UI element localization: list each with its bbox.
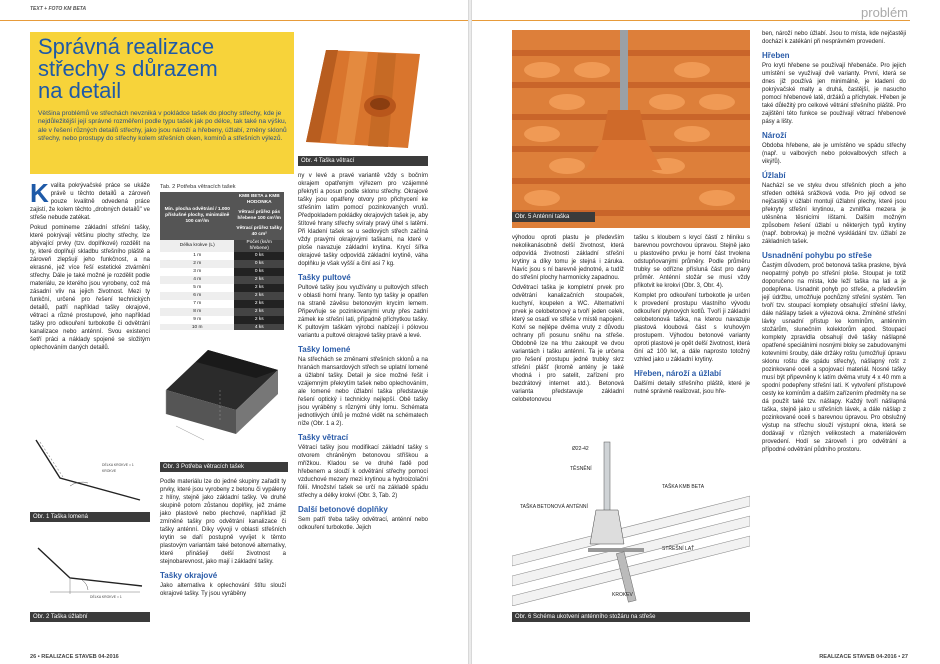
heading-vetraci: Tašky větrací [298, 433, 349, 442]
valley-tile-diagram [30, 528, 150, 608]
table-header-4: Větrací průřez tašky 40 cm² [234, 224, 284, 240]
label-length: DÉLKA KROKVE = 1 [102, 463, 134, 467]
cell-a: 1 m [193, 253, 202, 258]
table-header-2: KMB BETA a KMB HODONKA [234, 192, 284, 208]
vent-table-grid [160, 192, 284, 332]
right-page [472, 0, 940, 664]
caption-obr5: Obr. 5 Anténní taška [512, 212, 595, 222]
col6-para-3: Obdoba hřebene, ale je umístěno ve spádu střechy (např. u valbových nebo polovalbových střech a vikýřů). [762, 143, 906, 165]
cell-a: 4 m [160, 276, 234, 284]
column-3 [298, 172, 428, 632]
cell-b: 2 ks [234, 300, 284, 308]
cell-a: 7 m [193, 301, 202, 306]
footer-right: REALIZACE STAVEB 04-2016 • 27 [819, 654, 908, 660]
col3-para-1: ny v levé a pravé variantě vždy s bočním okrajem opatřeným výřezem pro vzájemné překrytí a posun podle sklonu střechy. Okrajové tašky jsou opatřeny otvory pro přichycení ke střešním latím pomocí pozinkovaných vrutů. Předpokladem pokládky okrajových tašek je, aby štítové hrany střechy svíraly pravý úhel s latěmi. Při kladení tašek se u sedlových střech začíná vždy pravými okrajovými taškami, na které v ploše navazuje základní krytina. Krycí šířka okrajové tašky odpovídá základní krytině, váha doplňku je však vyšší a činí asi 7 kg. [298, 173, 428, 267]
footer-left: 26 • REALIZACE STAVEB 04-2016 [30, 654, 119, 660]
label-stresni-lat: STŘEŠNÍ LAŤ [662, 546, 695, 552]
caption-obr1: Obr. 1 Taška lomená [30, 512, 150, 522]
caption-obr6: Obr. 6 Schéma ukotvení anténního stožáru na střeše [512, 612, 750, 622]
cell-a: 5 m [193, 285, 202, 290]
hero-box [30, 32, 294, 174]
table-row [160, 300, 284, 308]
col6-para-1: ben, nároží nebo úžlabí. Jsou to místa, kde nejčastěji dochází k zatékání při nesprávném provedení. [762, 31, 906, 45]
label-taska-kmb: TAŠKA KMB BETA [662, 484, 705, 490]
cell-b: 4 ks [234, 324, 284, 332]
roof-3d-diagram [160, 330, 288, 460]
left-page [0, 0, 468, 664]
cell-a: 2 m [160, 260, 234, 268]
heading-lomene: Tašky lomené [298, 345, 351, 354]
heading-okrajove: Tašky okrajové [160, 571, 218, 580]
cell-b: 2 ks [234, 292, 284, 300]
column-2 [160, 478, 286, 628]
label-diameter: Ø22-42 [572, 446, 589, 452]
heading-hreben: Hřeben [762, 51, 790, 60]
vent-table [160, 184, 284, 332]
table-header-1: Min. plocha odvětrání / 1.000 příslušné plochy, minimálně 100 cm²/m [160, 192, 234, 240]
col5-para-1: tašku s kloubem s krycí částí z hliníku s barevnou povrchovou úpravou. Stejně jako u plastového prvku je horní část trvolena odstupňovanými průměry. Podle průměru trubky se odřízne přísluná část pro daný průměr. Anténní stožár se musí vždy přikotvit ke krokvi (Obr. 3, Obr. 4). [634, 235, 750, 289]
cell-b: 2 ks [234, 284, 284, 292]
cell-a: 8 m [160, 308, 234, 316]
cell-a: 10 m [160, 324, 234, 332]
bent-tile-diagram [30, 428, 150, 510]
cell-b: 0 ks [234, 260, 284, 268]
header-rule [0, 20, 468, 21]
diagram-obr6 [512, 436, 750, 606]
cell-b: 2 ks [234, 276, 284, 284]
label-tesneni: TĚSNĚNÍ [570, 466, 592, 472]
cell-b: 0 ks [234, 252, 284, 260]
table-row [160, 316, 284, 324]
diagram-obr1 [30, 428, 150, 510]
table-row [160, 292, 284, 300]
antenna-mount-schematic [512, 436, 750, 606]
caption-obr2: Obr. 2 Taška úžlabní [30, 612, 150, 622]
col6-para-4: Nachází se ve styku dvou střešních ploch a jeho středen odtéká srážková voda. Pro její odvod se nejčastěji v úžlabí montují úžlabní plechy, které jsou překryty střešní krytinou, a zvnitřka mezera je utěsněna těsnicími lištami. Dalším možným způsobem řešení úžlabí u některých typů krytiny (např. bobrovka) je možné vyskládání tzv. úžlabí ze základních tašek. [762, 183, 906, 245]
col3-para-4: Větrací tašky jsou modifikací základní tašky s otvorem chráněným betonovou stříškou a mřížkou. Kladou se ve druhé řadě pod hřebenem a slouží k odvětrání střechy pomocí vzduchové mezery mezi krytinou a hydroizolační fólií. Množství tašek se určí na základě spádu střechy a délky krokví (Obr. 3, Tab. 2) [298, 445, 428, 499]
table-row [160, 268, 284, 276]
vent-tile-image [298, 32, 428, 154]
col5-para-3: Dalšími detaily střešního pláště, které je nutné správně realizovat, jsou hře- [634, 381, 750, 395]
antenna-tile-image [512, 30, 750, 228]
drop-cap: K [30, 178, 49, 208]
col1-para-1: valita pokrývačské práce se ukáže právě u těchto detailů a zároveň pouze kvalitně odvedená práce zajistí, že kolem těchto „drobných detailů" ve střeše nebude zatékat. [30, 183, 150, 221]
col3-para-5: Sem patří třeba tašky odvětrací, anténní nebo odkouření turbokotle. Jejich [298, 517, 428, 531]
table-row [160, 260, 284, 268]
label-krokev: KROKEV [612, 592, 633, 598]
col4-para-1: výhodou oproti plastu je především nekolikanásobně delší životnost, která odpovídá životnosti základní střešní krytiny a díky tomu je stejná i záruka. Navíc jsou s ní barevně jednotné, a tudíž do střešní plochy harmonicky zapadnou. [512, 235, 624, 281]
photo-vent-tile [298, 32, 428, 154]
article-lead: Většina problémů ve střechách nevzniká v pokládce tašek do plochy střechy, kde je nejdůležitější její správné rozměření podle typu tašek jak po délce, tak také na výšku, ale v řešení různých detailů střechy, jako jsou nároží a hřebeny, úžlabí, změny sklonů střechy, nebo prostupy do střechy kolem střešních oken, komínů a střešních výlezů. [38, 110, 287, 143]
table-row [160, 276, 284, 284]
heading-uzlabi: Úžlabí [762, 171, 786, 180]
col4-para-2: Odvětrací taška je kompletní prvek pro odvětrání kanalizačních stoupaček, kuchyní, koupelen a WC. Alternativní prvek je celobetonový a tvoří jeden celek, který se osadí ve střeše v místě napojení. Kotví se nejlépe dvěma vruty z důvodu ochrany při posunu sněhu na střeše. Obdobně lze na trhu zakoupit ve dvou variantách i tašku anténní. Ta je určena pro řešení prostupu jedné trubky skrz střešní plášť (kromě antény je také vhodná i pro satelit, zařízení pro bezdrátový internet atd.). Betonová varianta představuje základní celobetonovou [512, 285, 624, 403]
table-col-a: Délka krokve (L) [160, 240, 234, 252]
label-length-2: DÉLKA KROKVE = 1 [90, 595, 122, 599]
col5-para-2: Komplet pro odkouření turbokotle je určen k provedení prostupu vlastního vývodu odkouření plynových kotlů. Tvoří ji základní celobetonová taška, na kterou navazuje plastová kloubová část s kruhovým prostupem. Výhodou betonové varianty oproti plastové je opět delší životnost, která činí až 100 let, a dále naprosto totožný vzhled jako u základní krytiny. [634, 293, 750, 363]
cell-a: 9 m [193, 317, 202, 322]
table-row [160, 284, 284, 292]
caption-obr3: Obr. 3 Potřeba větracích tašek [160, 462, 288, 472]
header-rule-right [472, 20, 910, 21]
photo-antenna-tile [512, 30, 750, 228]
table-row [160, 252, 284, 260]
article-title: Správná realizace střechy s důrazem na detail [38, 34, 218, 103]
label-krokve: KROKVE [102, 469, 117, 473]
caption-obr4: Obr. 4 Taška větrací [298, 156, 428, 166]
diagram-obr2 [30, 528, 150, 608]
table-header-3: Větrací průřez pás hřebene 100 cm²/m [234, 208, 284, 224]
col6-para-2: Pro krytí hřebene se používají hřebenáče. Pro jejich umístění se využívají dvě varianty. První, která se dnes již používá jen minimálně, je kladení do pokrývačské malty a druhá, častější, je nasucho pomocí hřebenové latě, držáků a příchytek. Hřeben je také důležitý pro celkové větrání střešního pláště. Pro zajištění této funkce se používají větrací hřebenové pásy a lišty. [762, 63, 906, 125]
col3-para-3: Na střechách se změnami střešních sklonů a na hranách mansardových střech se uplatní lomené a úžlabní tašky. Detail je sice možné řešit i vzájemným překrytím tašek nebo oplechováním, ale lomené nebo úžlabní taška představuje řešení optický i technicky nejlepší. Obě tašky jsou vyráběny s různými úhly lomu. Schémata jednotlivých úhlů je možné vidět na schématech níže (Obr. 1 a 2). [298, 357, 428, 427]
column-5 [634, 234, 750, 434]
heading-pultove: Tašky pultové [298, 273, 351, 282]
col3-para-2: Pultové tašky jsou využívány u pultových střech v oblasti horní hrany. Tento typ tašky je opatřen na straně závěsu betonovým krycím lemem. Připevňuje se pozinkovanými vruty přes zadní zámek ke střešní lati, případně příchytkou tašky. K pultovým taškám výrobci nabízejí i pólovou variantu a pultové okrajové tašky pravé a levé. [298, 285, 428, 339]
header-tag-left: TEXT + FOTO KM BETA [30, 6, 87, 12]
diagram-obr3 [160, 330, 288, 460]
heading-narozi: Nároží [762, 131, 787, 140]
col2-para-1: Podle materiálu lze do jedné skupiny zařadit ty prvky, které jsou vyrobeny z betonu či vypáleny z hlíny, stejně jako základní tašky. Ve druhé skupině potom zůstanou doplňky, jež známe jako plastové nebo plechové, například již zmíněné tašky pro odvětrání kanalizace či tašky anténní. Díky vývoji v oblasti střešních krytin se daří postupně vyvíjet k těmto plastovým variantám také betonové alternativy, které přinášejí delší životnost a stejnobarevnost, jako mají i základní tašky. [160, 479, 286, 565]
col2-para-2: Jako alternativa k oplechování štítu slouží okrajové tašky. Ty jsou vyráběny [160, 583, 286, 597]
cell-b: 2 ks [234, 308, 284, 316]
heading-hreben-nar-uzl: Hřeben, nároží a úžlabí [634, 369, 722, 378]
cell-b: 0 ks [234, 268, 284, 276]
section-tag: problém [861, 5, 908, 20]
table-caption: Tab. 2 Potřeba větracích tašek [160, 184, 236, 190]
column-6 [762, 30, 906, 630]
cell-a: 6 m [160, 292, 234, 300]
table-row [160, 308, 284, 316]
column-4 [512, 234, 624, 434]
label-taska-anten: TAŠKA BETONOVÁ ANTÉNNÍ [520, 504, 588, 510]
col1-para-2: Pokud pomineme základní střešní tašky, které pokrývají většinu plochy střechy, lze abývající prvky (tzv. doplňkové) rozdělit na ty, které doplňují skladbu střešního pláště a zároveň zlepšují jeho funkčnost, a na ekrasné, jež více řeší estetické ztvárnění střechy. Dále je také možné je rozdělit podle materiálu, ze kterého jsou vyrobeny, což má zásadní vliv na jejich životnost. Mezi ty funkční, určené pro řešení technických detailů, patří například tašky okrajové, větrací a různé prostupové, jeho například tašky pro odkouření turbokotle či odvětrání kanalizace nebo anténní. Svou existencí šetří práci a náklady spojené se složitým oplechováním daných detailů. [30, 225, 150, 351]
heading-usnadneni: Usnadnění pohybu po střeše [762, 251, 872, 260]
col6-para-5: Častým důvodem, proč betonová taška praskne, bývá neopatrný pohyb po střešní ploše. Stoupat je totiž doporučeno na místa, kde leží taška na lati a je podepřena. Usnadnit pohyb po střeše, a především její údržbu, umožňuje pochůzný střešní systém. Ten tvoří tzv. stoupací komplety obsahující střešní lávky, dále nášlapy tašek a výlezová okna. Zmíněné střešní lávky usnadní přístup ke komínům, anténním stožárům, slunečním kolektorům apod. Stoupací komplety zpravidla obsahují dvě tašky nášlapné opatřené speciálními nosnými bloky se zabudovanými kotevními šrouby, dále držáky roštu (umožňují úpravu sklonu roštu dle spádu střechy), nášlapný rošt z pozinkované oceli a spojovací materiál. Nosné tašky musí být připevněny k latím dvěma vruty 4 x 40 mm a spodní podepřeny střešní latí. K vytvoření přístupové cesty ke komínům a dalším zařízením předměty na se dá použít také tzv. nášlapy. Každý tvoří nášlapná taška, stejně jako u střešních lávek, a dále nášlap z pozinkované oceli s barevnou úpravou. Pro obslužný výstup na střechu slouží výstupní okna, která se dodávají v různých velikostech a materiálovém provedení. Hodí se zároveň i pro odvětrání a přípodné odvětrání půdního prostoru. [762, 263, 906, 453]
cell-b: 2 ks [234, 316, 284, 324]
cell-a: 3 m [193, 269, 202, 274]
table-col-b: Počet (ks/m hřebene) [234, 240, 284, 252]
heading-dalsi: Další betonové doplňky [298, 505, 388, 514]
